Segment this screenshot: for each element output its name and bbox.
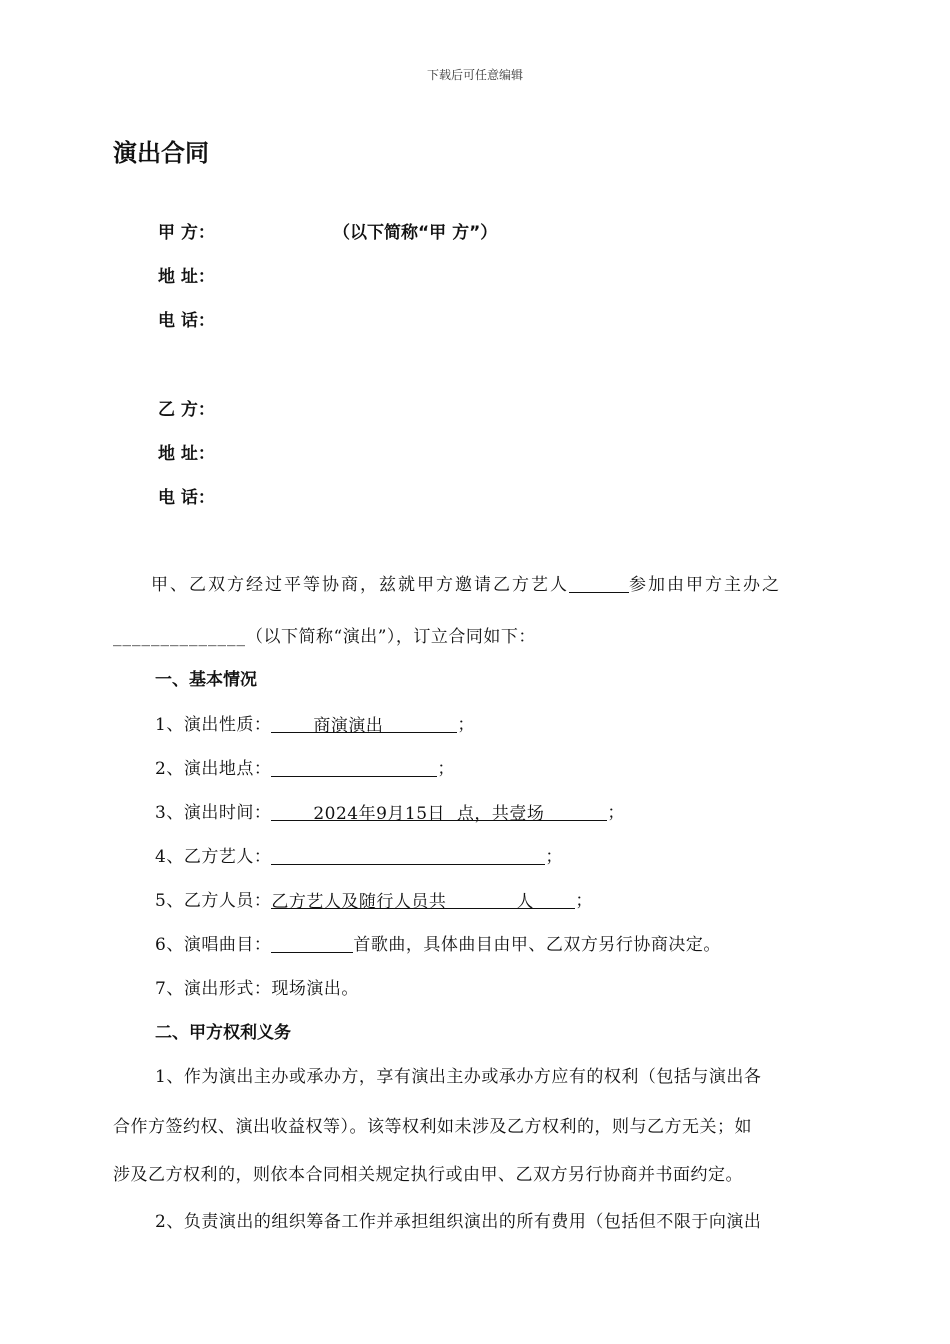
party-a-label: 甲 方： — [158, 223, 215, 243]
section-2-p1-line3: 涉及乙方权利的，则依本合同相关规定执行或由甲、乙双方另行协商并书面约定。 — [113, 1165, 743, 1185]
item-2 — [155, 754, 455, 779]
item-5-field — [271, 890, 575, 912]
intro-line-1 — [151, 570, 781, 595]
item-6-text: 首歌曲，具体曲目由甲、乙双方另行协商决定。 — [353, 935, 721, 955]
item-5-label: 5、乙方人员： — [155, 891, 272, 911]
item-6-field — [271, 934, 353, 953]
item-3-semicolon: ； — [607, 803, 625, 823]
item-1-field — [271, 714, 457, 736]
page-title: 演出合同 — [113, 139, 209, 167]
item-3-label: 3、演出时间： — [155, 803, 272, 823]
item-4-field — [271, 846, 545, 865]
item-2-field — [271, 758, 437, 777]
item-4 — [155, 842, 563, 867]
section-2-p1-line1: 1、作为演出主办或承办方，享有演出主办或承办方应有的权利（包括与演出各 — [155, 1067, 762, 1087]
header-note: 下载后可任意编辑 — [426, 68, 523, 82]
party-b-label: 乙 方： — [158, 400, 215, 420]
party-b-phone-label: 电 话： — [158, 488, 215, 508]
item-5 — [155, 886, 593, 911]
item-4-semicolon: ； — [545, 847, 563, 867]
artist-blank — [569, 574, 629, 593]
intro-text-c: （以下简称“演出”），订立合同如下： — [246, 627, 536, 647]
item-2-label: 2、演出地点： — [155, 759, 272, 779]
item-7: 7、演出形式：现场演出。 — [155, 979, 359, 999]
item-3 — [155, 798, 625, 823]
section-2-p1-line2: 合作方签约权、演出收益权等）。该等权利如未涉及乙方权利的，则与乙方无关；如 — [113, 1117, 752, 1137]
item-5-semicolon: ； — [575, 891, 593, 911]
section-1-heading: 一、基本情况 — [155, 670, 257, 690]
intro-text-b: 参加由甲方主办之 — [629, 575, 781, 595]
intro-text-a: 甲、乙双方经过平等协商，兹就甲方邀请乙方艺人 — [151, 575, 569, 595]
item-5-value: 乙方艺人及随行人员共 — [271, 892, 447, 912]
intro-line-2 — [113, 622, 536, 647]
item-1 — [155, 710, 475, 735]
item-1-value: 商演演出 — [313, 716, 384, 736]
party-a-abbreviation: （以下简称“甲 方”） — [333, 223, 498, 243]
item-3-field — [271, 802, 607, 824]
section-2-heading: 二、甲方权利义务 — [155, 1023, 291, 1043]
party-a-address-label: 地 址： — [158, 267, 215, 287]
item-2-semicolon: ； — [437, 759, 455, 779]
item-6-label: 6、演唱曲目： — [155, 935, 272, 955]
item-6 — [155, 930, 721, 955]
item-4-label: 4、乙方艺人： — [155, 847, 272, 867]
section-2-p2-line1: 2、负责演出的组织筹备工作并承担组织演出的所有费用（包括但不限于向演出 — [155, 1212, 762, 1232]
item-3-value: 2024年9月15日 点，共壹场 — [313, 804, 545, 824]
item-1-semicolon: ； — [457, 715, 475, 735]
party-a-phone-label: 电 话： — [158, 311, 215, 331]
item-5-unit: 人 — [516, 892, 534, 912]
item-1-label: 1、演出性质： — [155, 715, 272, 735]
event-name-blank: ______________ — [113, 627, 246, 647]
party-b-address-label: 地 址： — [158, 444, 215, 464]
